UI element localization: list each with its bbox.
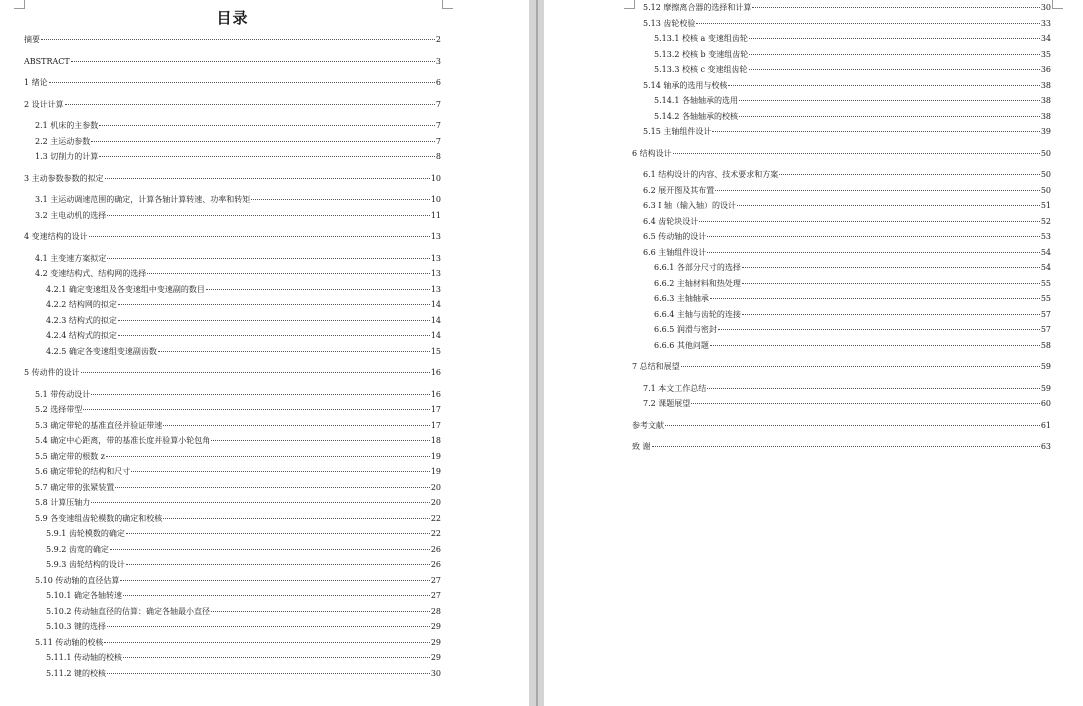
toc-entry-text: 5.13.1 校核 a 变速组齿轮 [654,34,748,43]
toc-page-number: 58 [1040,340,1051,350]
toc-entry-text: 1 绪论 [24,78,48,87]
toc-dot-leader [104,642,429,643]
toc-page-number: 14 [430,300,441,309]
toc-dot-leader [211,440,430,441]
toc-entry-text: 5.9.2 齿宽的确定 [46,544,109,554]
toc-page-number: 55 [1040,278,1051,288]
toc-entry-text: 5.14.1 各轴轴承的选用 [654,96,738,105]
toc-page-number: 13 [430,284,441,294]
toc-dot-leader [131,471,430,472]
toc-entry[interactable] [24,365,441,381]
toc-page-number: 7 [435,136,441,146]
toc-entry-text: 5.10 传动轴的直径估算 [35,575,120,585]
toc-entry-text: 4.2.4 结构式的拟定 [46,331,117,340]
toc-dot-leader [739,100,1040,101]
toc-entry-text: 5.11.1 传动轴的校核 [46,653,122,662]
toc-page-number: 54 [1040,263,1051,272]
toc-entry[interactable] [632,93,1051,109]
toc-page-number: 19 [430,451,441,461]
toc-entry[interactable] [24,251,441,267]
toc-page-number: 19 [430,467,441,476]
toc-entry-text: 5.11.2 键的校核 [46,668,106,678]
toc-entry[interactable] [632,418,1051,434]
toc-entry[interactable] [24,266,441,282]
toc-dot-leader [742,314,1040,315]
toc-page-number: 59 [1040,383,1051,393]
toc-entry-text: 4.2.1 确定变速组及各变速组中变速副的数目 [46,284,205,294]
toc-dot-leader [107,258,430,259]
toc-entry-text: 3.2 主电动机的选择 [35,210,107,220]
toc-entry[interactable] [632,124,1051,140]
toc-entry-text: 4.2.2 结构网的拟定 [46,300,117,309]
toc-dot-leader [99,125,435,126]
toc-entry[interactable] [632,439,1051,455]
toc-entry[interactable] [632,146,1051,162]
toc-page-number: 22 [430,513,441,523]
toc-entry[interactable] [24,542,441,558]
toc-entry[interactable] [632,62,1051,78]
toc-dot-leader [715,190,1040,191]
toc-page-number: 50 [1040,170,1051,179]
toc-dot-leader [749,69,1040,70]
toc-dot-leader [710,298,1040,299]
toc-dot-leader [710,345,1040,346]
toc-dot-leader [120,580,429,581]
toc-page-number: 20 [430,498,441,507]
toc-page-number: 2 [435,35,441,44]
toc-entry[interactable] [632,198,1051,214]
toc-entry[interactable] [632,78,1051,94]
toc-entry[interactable] [632,167,1051,183]
toc-page-number: 13 [430,269,441,278]
toc-entry-text: 6.5 传动轴的设计 [643,232,707,241]
toc-entry-text: 摘要 [24,35,40,44]
toc-dot-leader [737,205,1040,206]
toc-entry-text: 5.13 齿轮校验 [643,18,696,28]
toc-page-number: 13 [430,232,441,241]
toc-entry[interactable] [632,245,1051,261]
toc-page-number: 59 [1040,362,1051,371]
toc-page-number: 22 [430,529,441,538]
toc-dot-leader [673,153,1040,154]
toc-entry[interactable] [24,149,441,165]
toc-page-number: 8 [435,152,441,161]
document-page-left [0,0,529,706]
toc-dot-leader [163,518,430,519]
toc-entry-text: 5.9.1 齿轮模数的确定 [46,529,125,538]
toc-title: 目录 [216,9,249,27]
toc-page-number: 33 [1040,18,1051,28]
toc-entry-text: 5.10.1 确定各轴转速 [46,591,122,600]
toc-entry[interactable] [24,464,441,480]
toc-entry[interactable] [632,260,1051,276]
toc-page-number: 7 [435,99,441,109]
toc-entry[interactable] [24,282,441,298]
toc-page-number: 60 [1040,399,1051,408]
toc-entry[interactable] [24,449,441,465]
toc-page-number: 27 [430,575,441,585]
toc-entry-text: 6.6.6 其他问题 [654,340,709,350]
toc-entry[interactable] [24,480,441,496]
toc-entry-text: 1.3 切削力的计算 [35,152,99,161]
toc-dot-leader [707,236,1040,237]
toc-dot-leader [158,351,430,352]
toc-dot-leader [718,329,1040,330]
toc-entry[interactable] [24,619,441,635]
toc-entry[interactable] [632,307,1051,323]
toc-page-number: 10 [430,173,441,183]
toc-entry[interactable] [632,396,1051,412]
toc-page-number: 36 [1040,65,1051,74]
toc-dot-leader [115,487,430,488]
toc-dot-leader [91,141,435,142]
toc-entry[interactable] [24,208,441,224]
toc-entry[interactable] [24,171,441,187]
toc-entry[interactable] [24,97,441,113]
toc-dot-leader [106,456,430,457]
toc-entry[interactable] [24,344,441,360]
toc-dot-leader [118,320,430,321]
toc-entry-text: 2.1 机床的主参数 [35,121,99,130]
toc-entry[interactable] [24,328,441,344]
toc-dot-leader [118,335,430,336]
toc-dot-leader [211,611,430,612]
toc-entry[interactable] [24,635,441,651]
toc-page-number: 26 [430,544,441,554]
toc-entry-text: 5.14.2 各轴轴承的校核 [654,111,738,121]
toc-entry[interactable] [632,291,1051,307]
toc-entry-text: 5.3 确定带轮的基准直径并验证带速 [35,420,163,430]
toc-entry-text: 5.13.3 校核 c 变速组齿轮 [654,65,748,74]
toc-entry-text: 5.1 带传动设计 [35,389,91,399]
toc-entry[interactable] [632,31,1051,47]
toc-entry[interactable] [24,604,441,620]
toc-entry-text: 6.2 展开图及其布置 [643,185,715,195]
toc-dot-leader [707,252,1040,253]
toc-entry[interactable] [632,16,1051,32]
toc-entry[interactable] [24,418,441,434]
toc-dot-leader [107,215,430,216]
toc-entry[interactable] [24,650,441,666]
toc-entry[interactable] [24,32,441,48]
toc-entry-text: 5.9.3 齿轮结构的设计 [46,560,125,569]
toc-entry[interactable] [24,134,441,150]
toc-dot-leader [742,283,1040,284]
toc-dot-leader [163,425,430,426]
toc-dot-leader [779,174,1040,175]
toc-entry[interactable] [24,526,441,542]
toc-dot-leader [652,446,1040,447]
toc-entry-text: 参考文献 [632,420,664,430]
toc-entry[interactable] [24,75,441,91]
toc-page-number: 30 [1040,3,1051,12]
toc-entry-text: 4.2.5 确定各变速组变速副齿数 [46,346,157,356]
toc-entry-text: 7 总结和展望 [632,362,680,371]
toc-entry[interactable] [24,433,441,449]
toc-page-number: 57 [1040,325,1051,334]
toc-dot-leader [107,673,430,674]
toc-dot-leader [89,236,430,237]
toc-entry[interactable] [632,0,1051,16]
toc-dot-leader [123,657,430,658]
toc-entry[interactable] [632,229,1051,245]
toc-page-number: 50 [1040,148,1051,158]
toc-entry[interactable] [24,54,441,70]
toc-dot-leader [691,403,1040,404]
toc-dot-leader [126,564,430,565]
toc-page-number: 18 [430,436,441,445]
toc-list-left [24,32,441,681]
toc-entry-text: 5.10.2 传动轴直径的估算：确定各轴最小直径 [46,606,210,616]
toc-entry-text: 3.1 主运动调速范围的确定，计算各轴计算转速、功率和转矩 [35,195,251,204]
toc-entry[interactable] [632,338,1051,354]
toc-dot-leader [99,156,435,157]
toc-entry-text: 2 设计计算 [24,99,64,109]
toc-page-number: 53 [1040,232,1051,241]
toc-page-number: 7 [435,121,441,130]
toc-entry-text: 6 结构设计 [632,148,672,158]
toc-entry[interactable] [24,192,441,208]
toc-dot-leader [206,289,430,290]
toc-dot-leader [71,61,435,62]
toc-dot-leader [110,549,430,550]
toc-entry[interactable] [24,402,441,418]
toc-entry[interactable] [24,387,441,403]
toc-dot-leader [665,425,1040,426]
toc-entry-text: 4.1 主变速方案拟定 [35,253,107,263]
toc-entry-text: 6.6 主轴组件设计 [643,247,707,257]
toc-entry[interactable] [24,573,441,589]
toc-entry-text: 6.6.3 主轴轴承 [654,294,709,303]
page-corner-mark [14,0,25,9]
toc-dot-leader [699,221,1040,222]
toc-page-number: 50 [1040,185,1051,195]
toc-page-number: 34 [1040,34,1051,43]
toc-dot-leader [712,131,1039,132]
toc-page-number: 54 [1040,247,1051,257]
toc-page-number: 38 [1040,111,1051,121]
toc-entry-text: 5.4 确定中心距离，带的基准长度并验算小轮包角 [35,436,211,445]
toc-list-right [632,0,1051,455]
toc-entry-text: 5.15 主轴组件设计 [643,127,712,136]
toc-entry-text: ABSTRACT [24,56,70,66]
toc-entry-text: 5.5 确定带的根数 z [35,451,106,461]
toc-dot-leader [681,366,1040,367]
toc-entry-text: 5.12 摩擦离合器的选择和计算 [643,3,752,12]
page-corner-mark [1052,0,1063,9]
toc-entry[interactable] [632,183,1051,199]
toc-page-number: 14 [430,315,441,325]
toc-dot-leader [707,388,1040,389]
toc-page-number: 55 [1040,294,1051,303]
toc-dot-leader [81,372,430,373]
toc-entry-text: 2.2 主运动参数 [35,136,91,146]
toc-dot-leader [739,116,1040,117]
toc-entry-text: 5.7 确定带的张紧装置 [35,482,115,492]
page-corner-mark [442,0,453,9]
toc-entry-text: 6.1 结构设计的内容、技术要求和方案 [643,170,779,179]
toc-page-number: 20 [430,482,441,492]
toc-entry-text: 4.2.3 结构式的拟定 [46,315,117,325]
toc-entry[interactable] [632,276,1051,292]
toc-page-number: 16 [430,368,441,377]
toc-entry[interactable] [632,322,1051,338]
toc-entry[interactable] [632,109,1051,125]
toc-dot-leader [749,38,1040,39]
toc-entry-text: 5.11 传动轴的校核 [35,637,104,647]
toc-page-number: 29 [430,622,441,631]
toc-entry[interactable] [24,666,441,682]
toc-page-number: 11 [430,210,441,220]
toc-dot-leader [118,304,430,305]
toc-entry[interactable] [632,359,1051,375]
toc-page-number: 38 [1040,80,1051,90]
toc-dot-leader [728,85,1039,86]
toc-page-number: 17 [430,420,441,430]
toc-entry-text: 6.3 I 轴（输入轴）的设计 [643,201,736,210]
toc-dot-leader [147,273,430,274]
toc-page-number: 51 [1040,201,1051,210]
toc-page-number: 17 [430,405,441,414]
toc-entry[interactable] [24,495,441,511]
toc-page-number: 35 [1040,49,1051,59]
toc-dot-leader [65,104,435,105]
toc-dot-leader [105,178,430,179]
toc-dot-leader [752,7,1039,8]
toc-entry[interactable] [24,297,441,313]
toc-entry-text: 6.4 齿轮块设计 [643,216,699,226]
toc-entry-text: 5.2 选择带型 [35,405,83,414]
toc-entry-text: 5.9 各变速组齿轮模数的确定和校核 [35,513,163,523]
toc-entry-text: 4.2 变速结构式、结构网的选择 [35,269,147,278]
toc-page-number: 38 [1040,96,1051,105]
document-page-right [544,0,1083,706]
toc-page-number: 15 [430,346,441,356]
toc-page-number: 3 [435,56,441,66]
toc-page-number: 39 [1040,127,1051,136]
toc-entry-text: 4 变速结构的设计 [24,232,88,241]
toc-entry-text: 6.6.4 主轴与齿轮的连接 [654,309,741,319]
toc-dot-leader [49,82,435,83]
toc-entry-text: 7.2 课题展望 [643,399,691,408]
toc-page-number: 57 [1040,309,1051,319]
toc-page-number: 13 [430,253,441,263]
toc-entry-text: 6.6.2 主轴材料和热处理 [654,278,741,288]
toc-entry[interactable] [24,313,441,329]
toc-page-number: 26 [430,560,441,569]
toc-entry-text: 5.13.2 校核 b 变速组齿轮 [654,49,749,59]
toc-entry-text: 6.6.5 润滑与密封 [654,325,717,334]
toc-dot-leader [123,595,430,596]
toc-page-number: 28 [430,606,441,616]
page-corner-mark [624,0,635,9]
toc-page-number: 29 [430,653,441,662]
toc-page-number: 10 [430,195,441,204]
toc-dot-leader [126,533,430,534]
toc-page-number: 14 [430,331,441,340]
toc-entry-text: 5.14 轴承的选用与校核 [643,80,728,90]
toc-entry[interactable] [632,214,1051,230]
toc-entry-text: 7.1 本文工作总结 [643,383,707,393]
toc-page-number: 30 [430,668,441,678]
toc-dot-leader [91,502,430,503]
toc-entry-text: 5.8 计算压轴力 [35,498,91,507]
toc-dot-leader [41,39,435,40]
toc-entry[interactable] [24,588,441,604]
toc-page-number: 16 [430,389,441,399]
toc-entry[interactable] [24,511,441,527]
toc-page-number: 29 [430,637,441,647]
toc-entry-text: 3 主动参数参数的拟定 [24,173,104,183]
toc-entry-text: 5.10.3 键的选择 [46,622,106,631]
toc-dot-leader [251,199,430,200]
toc-entry[interactable] [632,47,1051,63]
toc-dot-leader [742,267,1040,268]
toc-page-number: 52 [1040,216,1051,226]
toc-page-number: 27 [430,591,441,600]
toc-dot-leader [91,394,430,395]
toc-entry-text: 6.6.1 各部分尺寸的选择 [654,263,741,272]
toc-entry-text: 致 谢 [632,442,651,451]
toc-page-number: 63 [1040,442,1051,451]
page-divider [536,0,538,706]
toc-dot-leader [107,626,430,627]
toc-entry[interactable] [632,381,1051,397]
toc-entry-text: 5 传动件的设计 [24,368,80,377]
toc-dot-leader [83,409,430,410]
toc-entry[interactable] [24,118,441,134]
toc-entry[interactable] [24,557,441,573]
toc-dot-leader [749,54,1040,55]
toc-page-number: 6 [435,78,441,87]
toc-page-number: 61 [1040,420,1051,430]
toc-entry-text: 5.6 确定带轮的结构和尺寸 [35,467,131,476]
toc-entry[interactable] [24,229,441,245]
toc-dot-leader [696,23,1039,24]
